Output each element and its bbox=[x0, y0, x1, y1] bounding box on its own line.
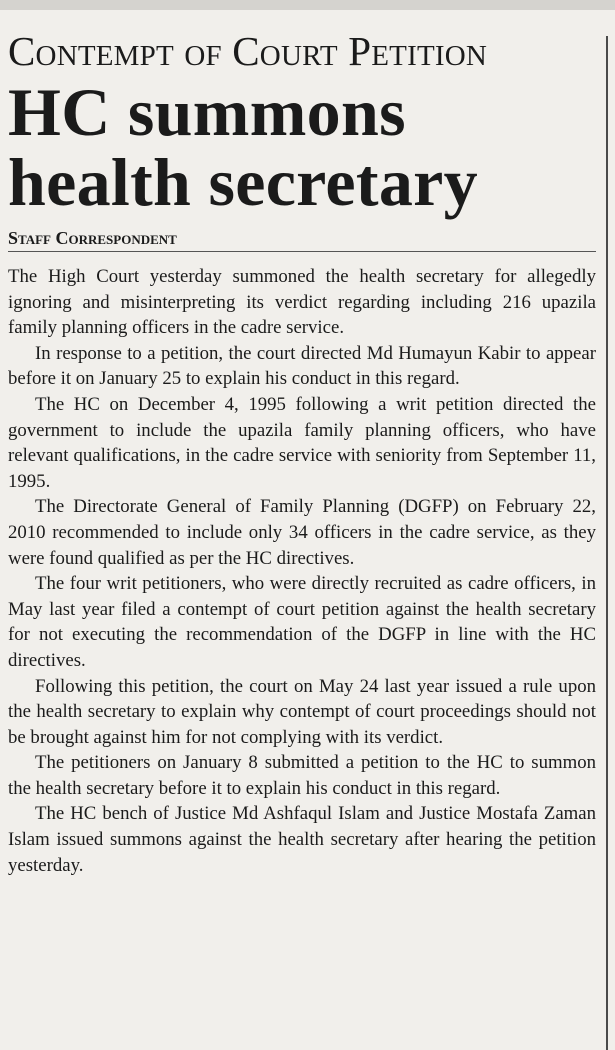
paragraph-8: The HC bench of Justice Md Ashfaqul Islam and Justice Mostafa Zaman Islam issued summons against the health secretary after hearing the petition yesterday. bbox=[8, 803, 596, 876]
scan-top-edge bbox=[0, 0, 615, 10]
paragraph-5: The four writ petitioners, who were directly recruited as cadre officers, in May last year filed a contempt of court petition against the health secretary for not executing the recommendation of the DGFP in line with the HC directives. bbox=[8, 573, 596, 671]
headline-line-1: HC summons bbox=[8, 74, 406, 150]
headline bbox=[8, 74, 596, 220]
headline-line-2: health secretary bbox=[8, 144, 478, 220]
byline: Staff Correspondent bbox=[8, 227, 596, 252]
article-body bbox=[8, 264, 596, 878]
paragraph-4: The Directorate General of Family Planning (DGFP) on February 22, 2010 recommended to include only 34 officers in the cadre service, as they were found qualified as per the HC directives. bbox=[8, 496, 596, 569]
column-rule bbox=[606, 36, 608, 1050]
paragraph-3: The HC on December 4, 1995 following a writ petition directed the government to include the upazila family planning officers, who have relevant qualifications, in the cadre service with seniority from September 11, 1995. bbox=[8, 393, 596, 492]
kicker-title: Contempt of Court Petition bbox=[8, 28, 488, 74]
paragraph-2: In response to a petition, the court directed Md Humayun Kabir to appear before it on January 25 to explain his conduct in this regard. bbox=[8, 342, 596, 390]
news-article bbox=[8, 26, 596, 878]
paragraph-6: Following this petition, the court on May 24 last year issued a rule upon the health secretary to explain why contempt of court proceedings should not be brought against him for not complying with its verdict. bbox=[8, 675, 596, 748]
paragraph-7: The petitioners on January 8 submitted a petition to the HC to summon the health secretary before it to explain his conduct in this regard. bbox=[8, 752, 596, 799]
paragraph-1: The High Court yesterday summoned the health secretary for allegedly ignoring and misinterpreting its verdict regarding including 216 upazila family planning officers in the cadre service. bbox=[8, 266, 596, 339]
